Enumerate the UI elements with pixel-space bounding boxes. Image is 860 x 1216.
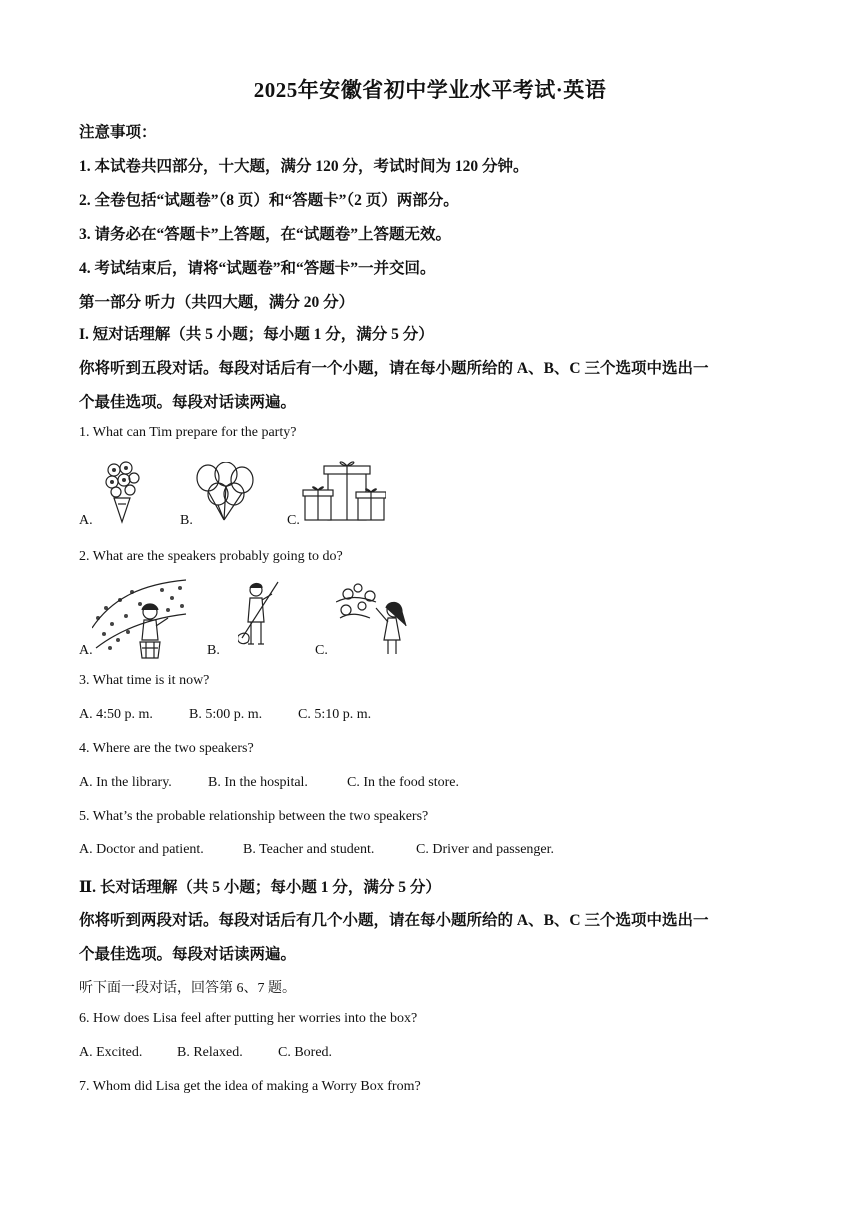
- section-heading: I. 短对话理解（共 5 小题；每小题 1 分，满分 5 分）: [79, 326, 434, 343]
- notice-heading: 注意事项：: [79, 124, 157, 141]
- section-heading: Ⅱ. 长对话理解（共 5 小题；每小题 1 分，满分 5 分）: [79, 879, 441, 896]
- notice-item: 3. 请务必在“答题卡”上答题，在“试题卷”上答题无效。: [79, 226, 452, 243]
- option-text: A. In the library.: [79, 775, 172, 790]
- notice-item: 4. 考试结束后，请将“试题卷”和“答题卡”一并交回。: [79, 260, 436, 277]
- option-label: B.: [180, 513, 193, 528]
- flowers-icon: [100, 460, 144, 524]
- balloons-icon: [194, 462, 256, 524]
- option-text: B. In the hospital.: [208, 775, 308, 790]
- question-text: 5. What’s the probable relationship between the two speakers?: [79, 809, 429, 824]
- option-text: C. In the food store.: [347, 775, 459, 790]
- option-text: B. 5:00 p. m.: [189, 707, 263, 722]
- picking-leaves-icon: [92, 578, 188, 660]
- option-label: A.: [79, 513, 93, 528]
- option-text: A. 4:50 p. m.: [79, 707, 153, 722]
- section-instruction: 个最佳选项。每段对话读两遍。: [79, 946, 297, 963]
- option-text: B. Teacher and student.: [243, 842, 375, 857]
- section-instruction: 你将听到两段对话。每段对话后有几个小题，请在每小题所给的 A、B、C 三个选项中选出一: [79, 912, 709, 929]
- option-text: B. Relaxed.: [177, 1045, 243, 1060]
- section-instruction: 你将听到五段对话。每段对话后有一个小题，请在每小题所给的 A、B、C 三个选项中选出一: [79, 360, 709, 377]
- question-text: 7. Whom did Lisa get the idea of making a Worry Box from?: [79, 1079, 421, 1094]
- part-heading: 第一部分 听力（共四大题，满分 20 分）: [79, 294, 355, 311]
- option-text: A. Doctor and patient.: [79, 842, 204, 857]
- option-label: C.: [287, 513, 300, 528]
- question-text: 6. How does Lisa feel after putting her worries into the box?: [79, 1011, 418, 1026]
- notice-item: 1. 本试卷共四部分，十大题，满分 120 分，考试时间为 120 分钟。: [79, 158, 529, 175]
- question-text: 1. What can Tim prepare for the party?: [79, 425, 297, 440]
- exam-title: 2025年安徽省初中学业水平考试·英语: [253, 78, 607, 102]
- question-text: 2. What are the speakers probably going to do?: [79, 549, 343, 564]
- option-text: A. Excited.: [79, 1045, 143, 1060]
- option-label: B.: [207, 643, 220, 658]
- question-text: 4. Where are the two speakers?: [79, 741, 254, 756]
- section-instruction: 个最佳选项。每段对话读两遍。: [79, 394, 297, 411]
- sweeping-icon: [238, 580, 288, 650]
- option-text: C. 5:10 p. m.: [298, 707, 372, 722]
- gift-boxes-icon: [302, 460, 386, 524]
- question-text: 3. What time is it now?: [79, 673, 210, 688]
- option-label: C.: [315, 643, 328, 658]
- option-label: A.: [79, 643, 93, 658]
- option-text: C. Driver and passenger.: [416, 842, 555, 857]
- picking-fruit-icon: [336, 582, 412, 656]
- option-text: C. Bored.: [278, 1045, 333, 1060]
- sub-instruction: 听下面一段对话，回答第 6、7 题。: [79, 981, 296, 996]
- notice-item: 2. 全卷包括“试题卷”（8 页）和“答题卡”（2 页）两部分。: [79, 192, 459, 209]
